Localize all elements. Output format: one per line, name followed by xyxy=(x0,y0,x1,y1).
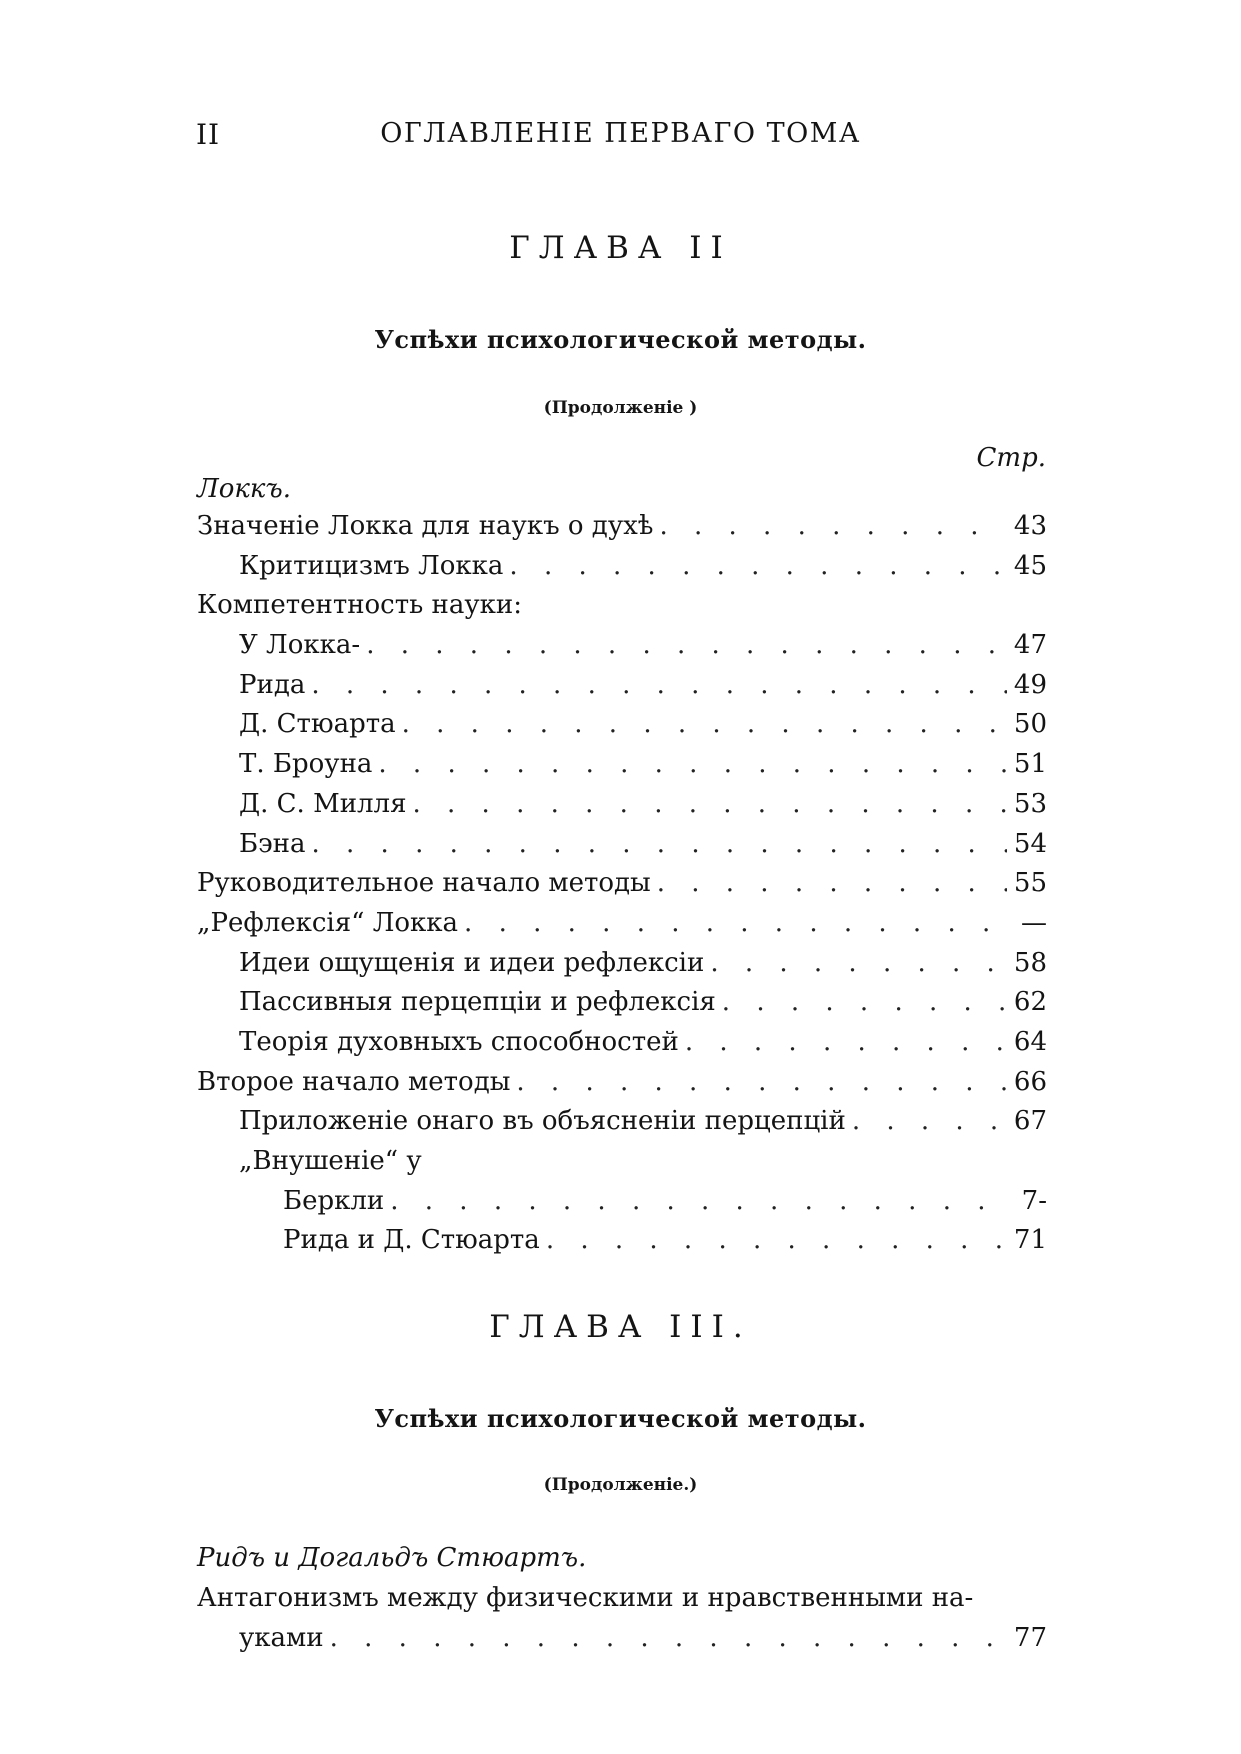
toc-entry xyxy=(197,1023,1047,1063)
toc-entry-page: 7- xyxy=(1021,1185,1047,1216)
toc-dot-leader xyxy=(402,705,1007,745)
toc-dot-leader xyxy=(366,626,1007,666)
toc-entry-page: 66 xyxy=(1013,1066,1047,1097)
toc-entry xyxy=(197,1579,1047,1619)
toc-entry-page: 49 xyxy=(1013,669,1047,700)
toc-entry-label: Т. Броуна xyxy=(239,749,373,780)
toc-entry xyxy=(197,1221,1047,1261)
toc-entry xyxy=(197,1102,1047,1142)
toc-entry xyxy=(197,825,1047,865)
toc-entry-label: Д. С. Милля xyxy=(239,788,407,819)
toc-entry-label: Значеніе Локка для наукъ о духѣ xyxy=(197,511,654,541)
toc-entry-label: Второе начало методы xyxy=(197,1066,511,1097)
toc-dot-leader xyxy=(311,666,1007,706)
chapter-2-subtitle: Успѣхи психологической методы. xyxy=(374,325,867,354)
toc-entry xyxy=(197,507,1047,547)
toc-entry xyxy=(197,1619,1047,1659)
page-column-heading: Стр. xyxy=(976,443,1046,473)
toc-entry-page: 47 xyxy=(1013,630,1047,661)
toc-entry-page: 55 xyxy=(1013,868,1047,899)
toc-dot-leader xyxy=(390,1182,1007,1222)
page-number: II xyxy=(196,118,221,151)
toc-entry-page: 64 xyxy=(1013,1026,1047,1057)
running-head xyxy=(0,118,1241,158)
toc-entry-label: „Внушеніе“ у xyxy=(239,1146,422,1176)
toc-dot-leader xyxy=(659,507,1007,547)
toc-dot-leader xyxy=(852,1102,1007,1142)
chapter-2-section-title: Локкъ. xyxy=(197,474,291,504)
toc-entry-page: 50 xyxy=(1013,709,1047,740)
toc-entry xyxy=(197,1063,1047,1103)
toc-entry xyxy=(197,745,1047,785)
toc-dot-leader xyxy=(330,1619,1007,1659)
toc-dot-leader xyxy=(722,983,1007,1023)
toc-entry-page: 58 xyxy=(1013,947,1047,978)
toc-entry-label: Компетентность науки: xyxy=(197,590,523,621)
toc-entry xyxy=(197,586,1047,626)
toc-entry-label: Бэна xyxy=(239,828,306,859)
toc-entry xyxy=(197,944,1047,984)
toc-dot-leader xyxy=(657,864,1007,904)
toc-entry-label: Беркли xyxy=(283,1185,385,1216)
chapter-2-toc xyxy=(197,507,1047,1261)
toc-entry-page: 77 xyxy=(1013,1622,1047,1653)
toc-dot-leader xyxy=(378,745,1007,785)
toc-entry xyxy=(197,547,1047,587)
toc-entry-label: У Локка- xyxy=(239,630,361,661)
toc-entry-page: 43 xyxy=(1013,511,1047,541)
toc-entry xyxy=(197,626,1047,666)
toc-entry-page: — xyxy=(1021,907,1047,938)
chapter-3-note: (Продолженіе.) xyxy=(543,1475,698,1495)
toc-entry xyxy=(197,864,1047,904)
toc-dot-leader xyxy=(312,825,1008,865)
toc-entry xyxy=(197,785,1047,825)
toc-entry-label: Антагонизмъ между физическими и нравственными на- xyxy=(197,1583,974,1613)
toc-entry xyxy=(197,1182,1047,1222)
toc-entry-label: „Рефлексія“ Локка xyxy=(197,907,459,938)
toc-entry-label: Теорія духовныхъ способностей xyxy=(239,1026,679,1057)
toc-entry-label: Д. Стюарта xyxy=(239,709,396,740)
toc-dot-leader xyxy=(685,1023,1007,1063)
toc-entry-page: 45 xyxy=(1013,550,1047,581)
toc-entry-label: Идеи ощущенія и идеи рефлексіи xyxy=(239,947,705,978)
toc-entry xyxy=(197,705,1047,745)
toc-entry-label: Пассивныя перцепціи и рефлексія xyxy=(239,987,716,1018)
toc-entry-label: Рида и Д. Стюарта xyxy=(283,1225,540,1256)
chapter-3-subtitle: Успѣхи психологической методы. xyxy=(374,1404,867,1433)
toc-entry xyxy=(197,904,1047,944)
toc-entry-page: 62 xyxy=(1013,987,1047,1018)
chapter-3-section-title: Ридъ и Догальдъ Стюартъ. xyxy=(197,1543,587,1573)
chapter-3-toc xyxy=(197,1579,1047,1658)
toc-entry-label: Рида xyxy=(239,669,306,700)
toc-entry-label: Критицизмъ Локка xyxy=(239,550,504,581)
chapter-2-heading: ГЛАВА II xyxy=(509,230,732,266)
toc-entry-page: 71 xyxy=(1013,1225,1047,1256)
toc-entry xyxy=(197,1142,1047,1182)
toc-dot-leader xyxy=(546,1221,1007,1261)
toc-entry-page: 53 xyxy=(1013,788,1047,819)
toc-entry-label: уками xyxy=(239,1622,324,1653)
toc-dot-leader xyxy=(516,1063,1007,1103)
toc-dot-leader xyxy=(710,944,1007,984)
toc-entry-label: Руководительное начало методы xyxy=(197,868,651,899)
toc-entry-page: 51 xyxy=(1013,749,1047,780)
chapter-2-note: (Продолженіе ) xyxy=(543,398,698,418)
toc-dot-leader xyxy=(412,785,1007,825)
toc-dot-leader xyxy=(509,547,1007,587)
toc-entry-page: 67 xyxy=(1013,1106,1047,1137)
running-title: ОГЛАВЛЕНІЕ ПЕРВАГО ТОМА xyxy=(380,118,861,149)
toc-entry-page: 54 xyxy=(1013,828,1047,859)
toc-dot-leader xyxy=(464,904,1007,944)
toc-entry-label: Приложеніе онаго въ объясненіи перцепцій xyxy=(239,1106,846,1137)
toc-entry xyxy=(197,983,1047,1023)
toc-entry xyxy=(197,666,1047,706)
chapter-3-heading: ГЛАВА III. xyxy=(489,1309,752,1345)
